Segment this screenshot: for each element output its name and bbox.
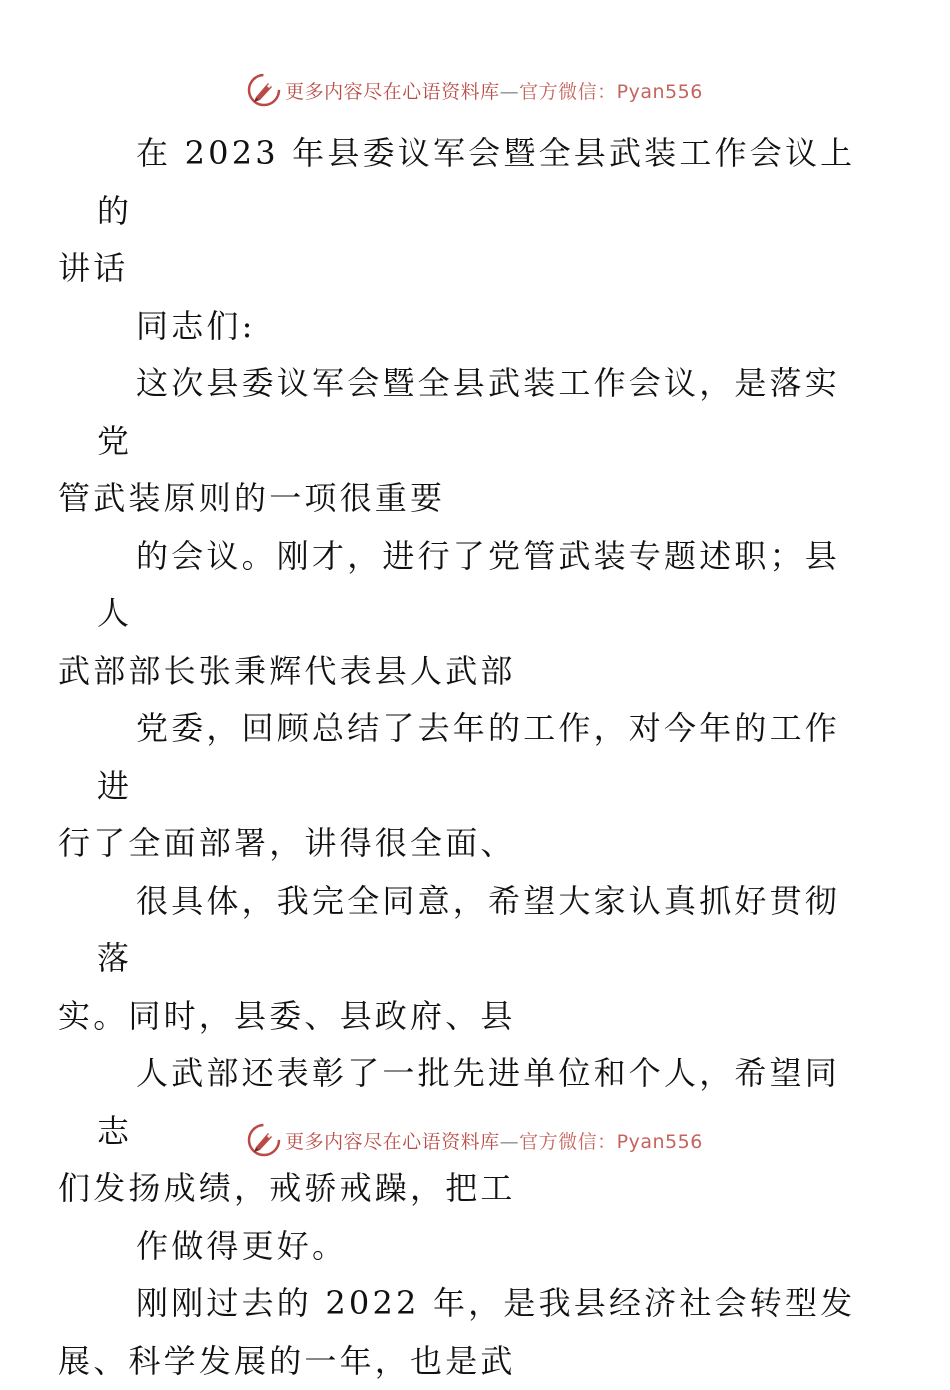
paragraph-line: 党委，回顾总结了去年的工作，对今年的工作进 [97, 700, 867, 815]
paragraph [97, 355, 867, 528]
document-body [97, 125, 867, 1390]
paragraph [97, 1275, 867, 1390]
paragraph-line: 的会议。刚才，进行了党管武装专题述职；县人 [97, 528, 867, 643]
salutation-text: 同志们: [97, 298, 867, 356]
watermark-site-text: 更多内容尽在心语资料库 [285, 81, 500, 103]
paragraph-line: 展、科学发展的一年，也是武 [58, 1333, 867, 1390]
paragraph-line: 实。同时，县委、县政府、县 [58, 988, 867, 1046]
document-title [97, 125, 867, 298]
paragraph [97, 700, 867, 873]
title-line: 讲话 [58, 240, 867, 298]
title-line: 在 2023 年县委议军会暨全县武装工作会议上的 [97, 125, 867, 240]
salutation [97, 298, 867, 356]
watermark-wechat-text: 官方微信：Pyan556 [519, 1131, 703, 1153]
paragraph-line: 人武部还表彰了一批先进单位和个人，希望同志 [97, 1045, 867, 1160]
paragraph-line: 作做得更好。 [97, 1218, 867, 1276]
paragraph-line: 刚刚过去的 2022 年，是我县经济社会转型发 [97, 1275, 867, 1333]
paragraph-line: 很具体，我完全同意，希望大家认真抓好贯彻落 [97, 873, 867, 988]
paragraph [97, 873, 867, 1046]
paragraph-line: 管武装原则的一项很重要 [58, 470, 867, 528]
watermark-separator: — [500, 1131, 520, 1153]
footer-watermark [0, 1120, 950, 1160]
watermark-wechat-text: 官方微信：Pyan556 [519, 81, 703, 103]
pen-logo-icon [247, 1123, 281, 1157]
paragraph-line: 行了全面部署，讲得很全面、 [58, 815, 867, 873]
header-watermark [0, 70, 950, 110]
paragraph-line: 武部部长张秉辉代表县人武部 [58, 643, 867, 701]
paragraph-line: 们发扬成绩，戒骄戒躁，把工 [58, 1160, 867, 1218]
watermark-separator: — [500, 81, 520, 103]
paragraph [97, 1218, 867, 1276]
watermark-site-text: 更多内容尽在心语资料库 [285, 1131, 500, 1153]
paragraph [97, 528, 867, 701]
paragraph-line: 这次县委议军会暨全县武装工作会议，是落实党 [97, 355, 867, 470]
pen-logo-icon [247, 73, 281, 107]
